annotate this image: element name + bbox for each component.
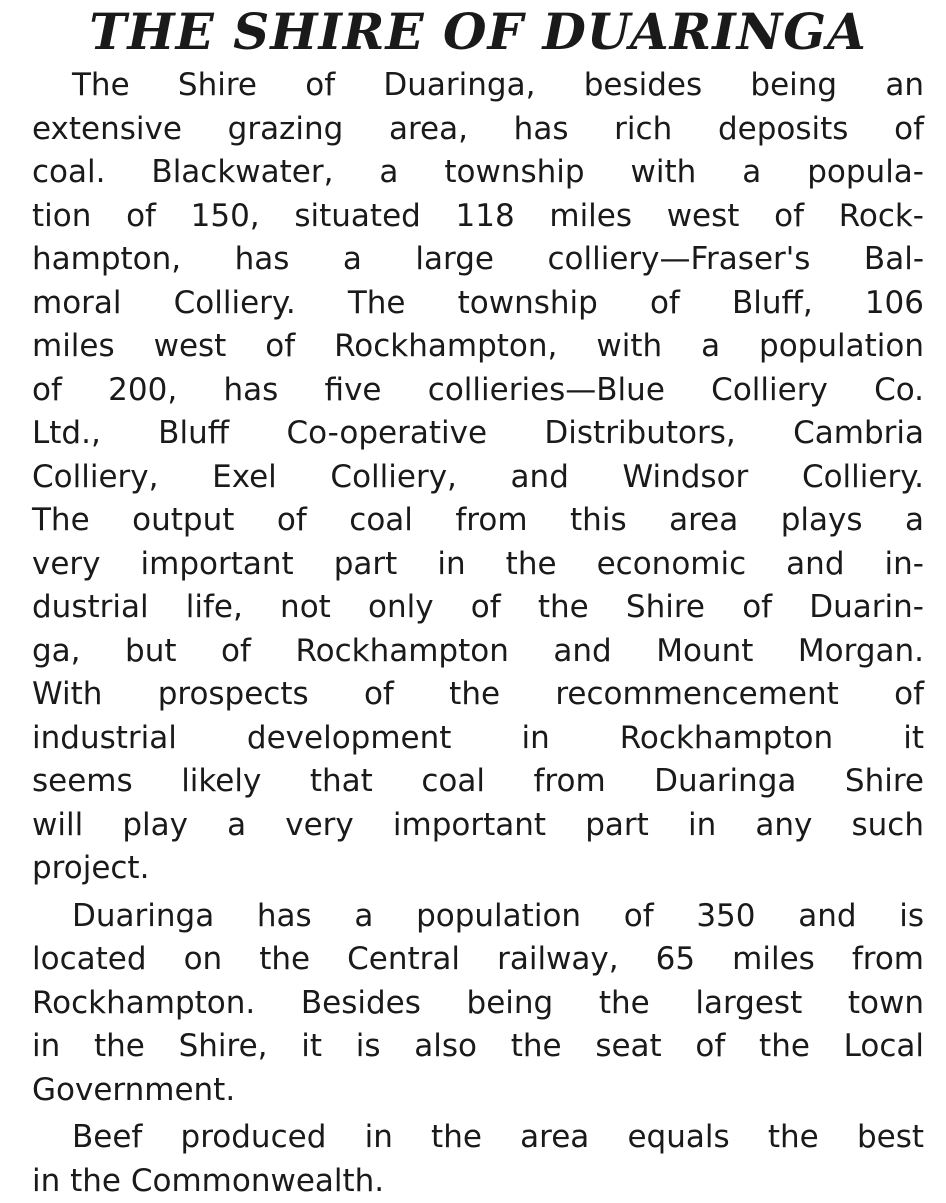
text-line: With prospects of the recommencement of [32,673,924,717]
text-line: located on the Central railway, 65 miles from [32,938,924,982]
text-line: Duaringa has a population of 350 and is [32,895,924,939]
text-line: Colliery, Exel Colliery, and Windsor Colliery. [32,456,924,500]
article [32,0,924,1203]
text-line: will play a very important part in any such [32,804,924,848]
text-line: Beef produced in the area equals the best [32,1116,924,1160]
text-line: hampton, has a large colliery—Fraser's Bal- [32,238,924,282]
text-line: Rockhampton. Besides being the largest town [32,982,924,1026]
paragraph-beef [32,1116,924,1203]
text-line: dustrial life, not only of the Shire of Duarin- [32,586,924,630]
text-line: extensive grazing area, has rich deposits of [32,108,924,152]
text-line: coal. Blackwater, a township with a popula- [32,151,924,195]
text-line: of 200, has five collieries—Blue Colliery Co. [32,369,924,413]
text-line: miles west of Rockhampton, with a population [32,325,924,369]
text-line: The output of coal from this area plays a [32,499,924,543]
text-line: seems likely that coal from Duaringa Shire [32,760,924,804]
text-line: moral Colliery. The township of Bluff, 106 [32,282,924,326]
text-line: project. [32,847,924,891]
text-line: Ltd., Bluff Co-operative Distributors, Cambria [32,412,924,456]
text-line: Government. [32,1069,924,1113]
paragraph-coal [32,64,924,891]
text-line: in the Shire, it is also the seat of the Local [32,1025,924,1069]
text-line: The Shire of Duaringa, besides being an [32,64,924,108]
article-headline: THE SHIRE OF DUARINGA [32,0,924,64]
text-line: industrial development in Rockhampton it [32,717,924,761]
text-line: ga, but of Rockhampton and Mount Morgan. [32,630,924,674]
paragraph-township [32,895,924,1113]
text-line: very important part in the economic and in- [32,543,924,587]
text-line: in the Commonwealth. [32,1160,924,1203]
text-line: tion of 150, situated 118 miles west of Rock- [32,195,924,239]
